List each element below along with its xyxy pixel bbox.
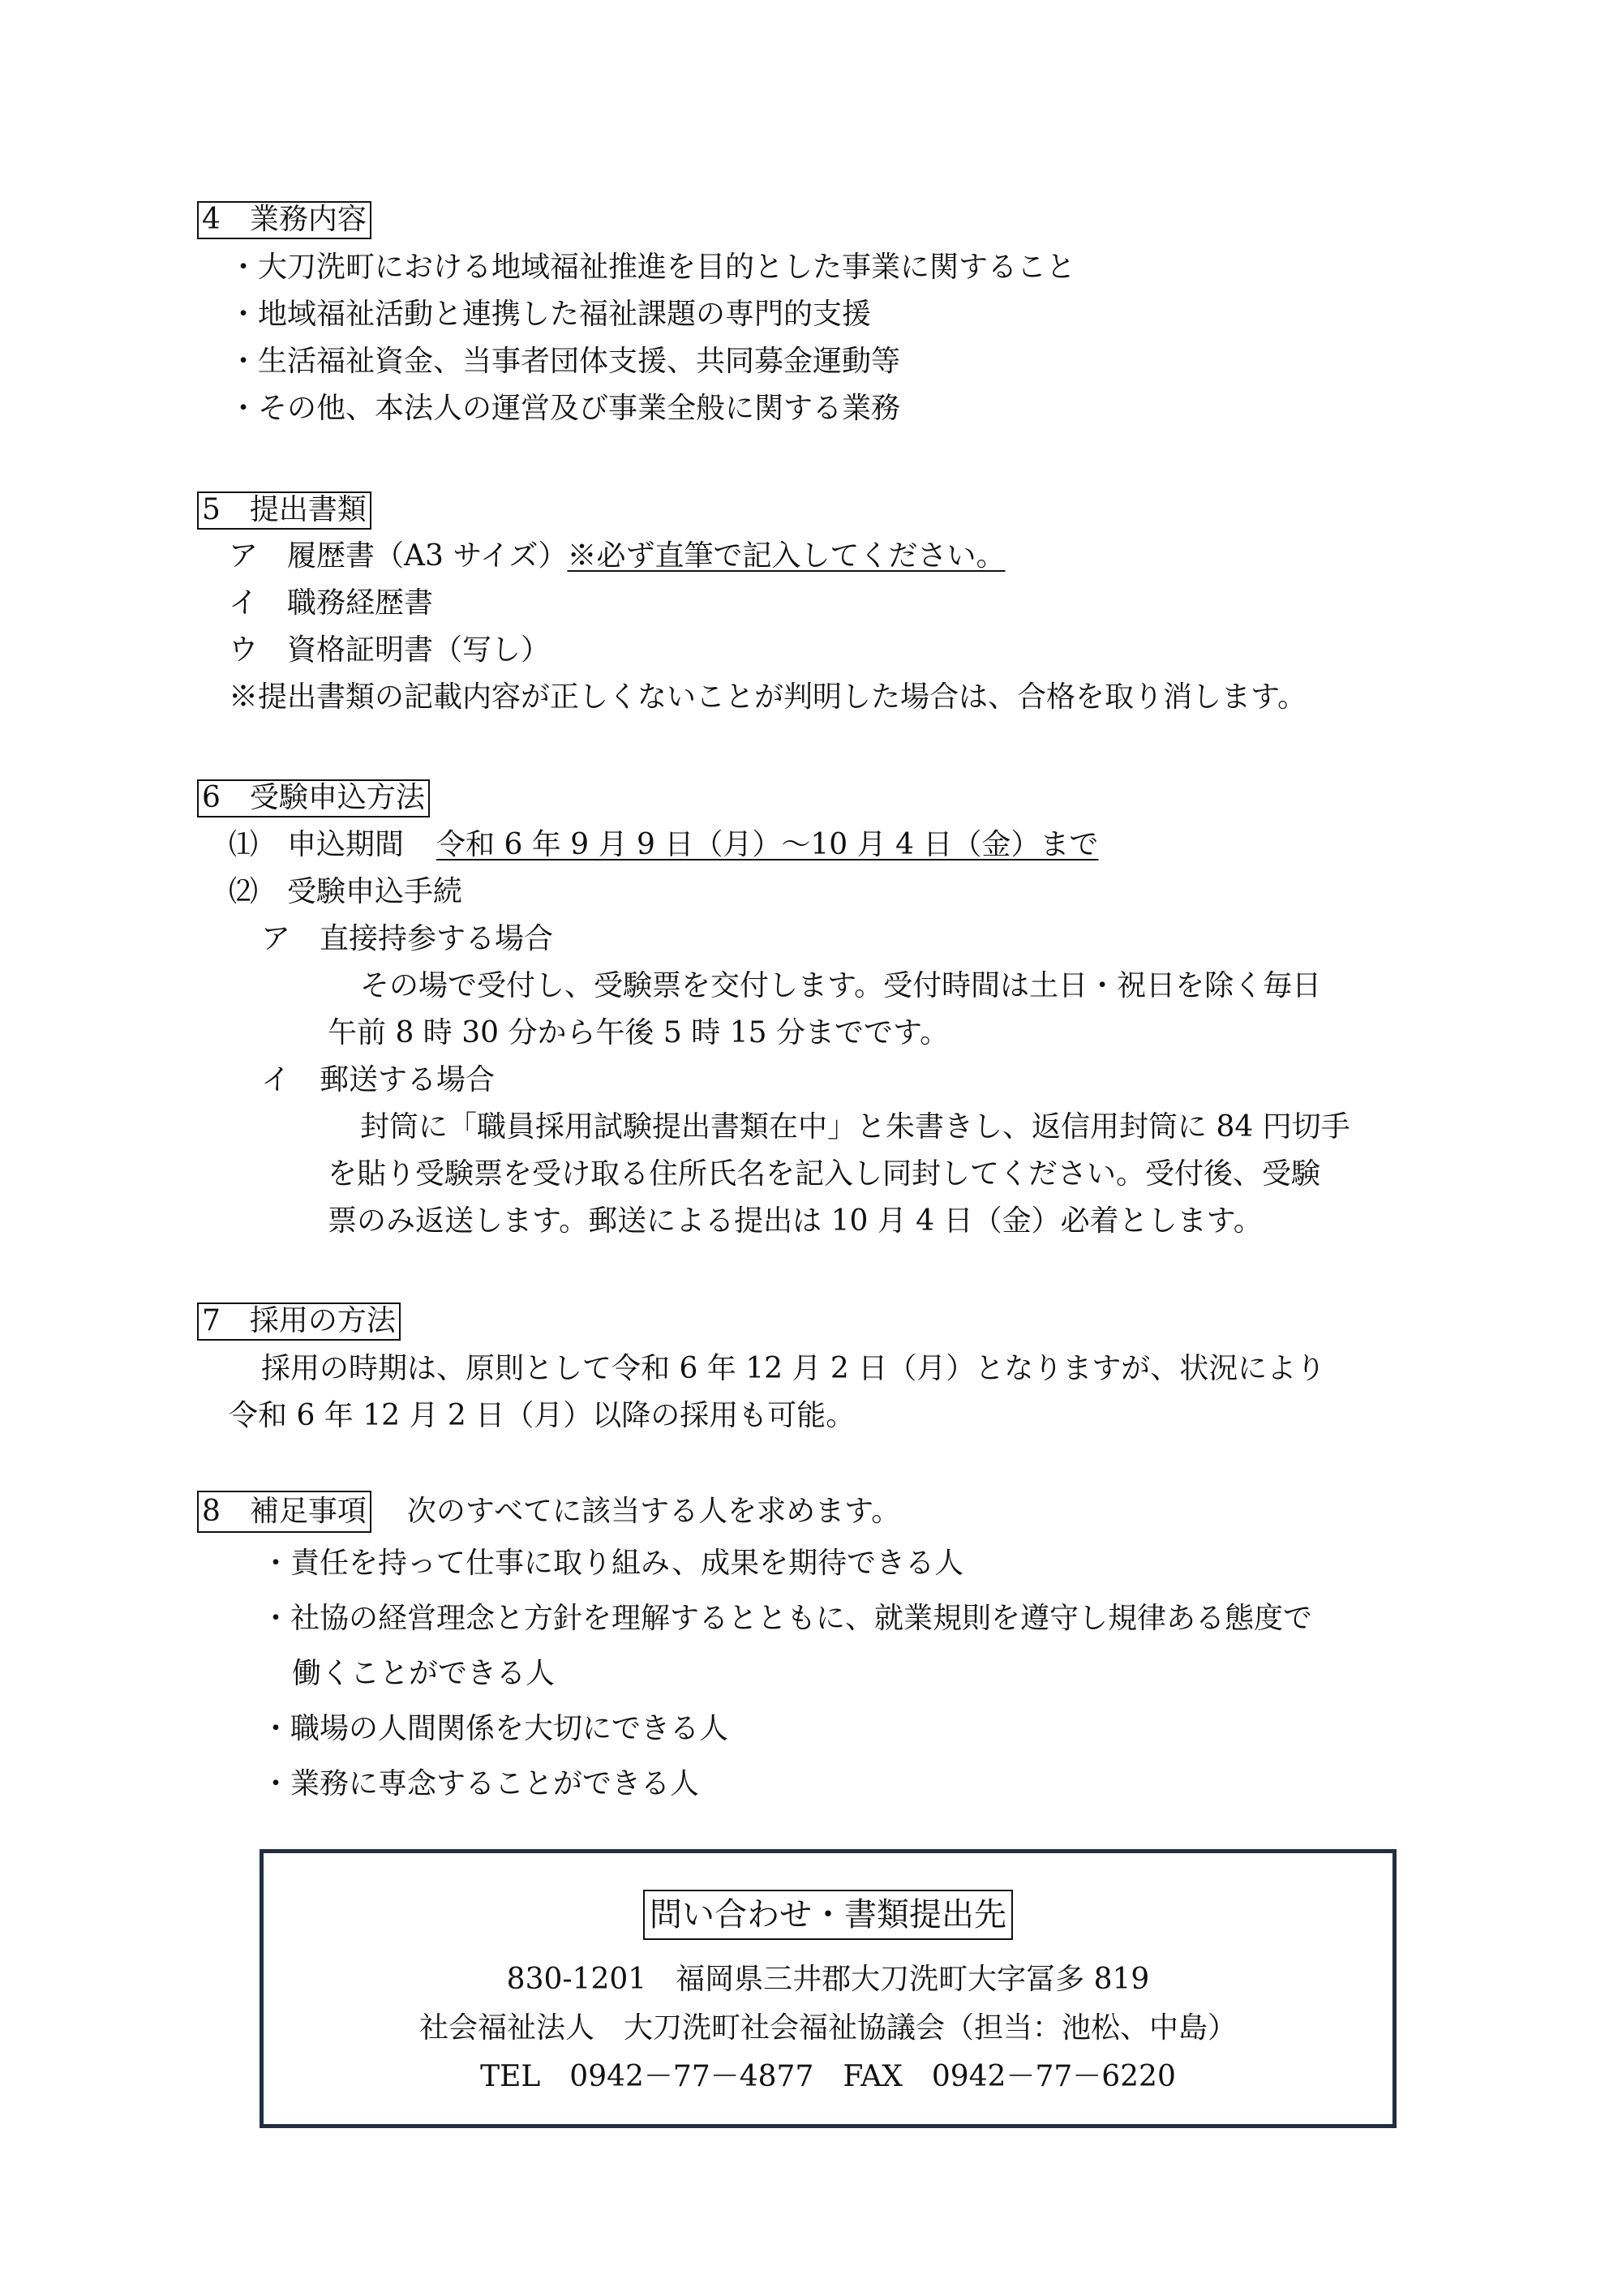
handwriting-note: ※必ず直筆で記入してください。: [567, 539, 1006, 573]
list-item: ・責任を持って仕事に取り組み、成果を期待できる人: [261, 1547, 964, 1580]
application-period: [229, 830, 1098, 860]
section-8-heading: 8 補足事項: [197, 1491, 371, 1533]
list-item: ・生活福祉資金、当事者団体支援、共同募金運動等: [229, 345, 901, 378]
section-7-heading: 7 採用の方法: [197, 1302, 401, 1341]
contact-organization: 社会福祉法人 大刀洗町社会福祉協議会（担当：池松、中島）: [418, 2011, 1237, 2045]
doc-item-u: ウ 資格証明書（写し）: [229, 633, 551, 667]
doc-item-a: [229, 539, 1006, 573]
doc-note: ※提出書類の記載内容が正しくないことが判明した場合は、合格を取り消します。: [229, 680, 1307, 714]
list-item: ・業務に専念することができる人: [261, 1767, 700, 1800]
section-5-heading: 5 提出書類: [197, 491, 371, 530]
section-4-heading: 4 業務内容: [197, 201, 371, 239]
in-person-line: 午前 8 時 30 分から午後 5 時 15 分までです。: [328, 1016, 950, 1049]
mail-title: イ 郵送する場合: [261, 1063, 496, 1097]
application-period-value: 令和 6 年 9 月 9 日（月）～10 月 4 日（金）まで: [436, 828, 1099, 861]
doc-item-a-text: ア 履歴書（A3 サイズ）: [229, 539, 568, 573]
in-person-title: ア 直接持参する場合: [261, 922, 554, 955]
application-period-label: ⑴ 申込期間: [229, 828, 405, 861]
contact-phone-fax: TEL 0942－77－4877 FAX 0942－77－6220: [480, 2060, 1176, 2093]
section-6-heading: 6 受験申込方法: [197, 779, 430, 818]
list-item: ・社協の経営理念と方針を理解するとともに、就業規則を遵守し規律ある態度で: [261, 1602, 1313, 1635]
list-item: 働くことができる人: [292, 1657, 556, 1690]
hiring-method-line: 採用の時期は、原則として令和 6 年 12 月 2 日（月）となりますが、状況により: [261, 1352, 1326, 1385]
contact-title: 問い合わせ・書類提出先: [643, 1890, 1013, 1940]
section-8-intro: 次のすべてに該当する人を求めます。: [406, 1495, 901, 1528]
contact-address: 830-1201 福岡県三井郡大刀洗町大字冨多 819: [506, 1963, 1150, 1996]
in-person-line: その場で受付し、受験票を交付します。受付時間は土日・祝日を除く毎日: [360, 969, 1322, 1002]
list-item: ・その他、本法人の運営及び事業全般に関する業務: [229, 392, 901, 425]
section-8-header: [197, 1497, 900, 1526]
contact-box: [260, 1849, 1397, 2128]
doc-item-i: イ 職務経歴書: [229, 586, 434, 620]
list-item: ・職場の人間関係を大切にできる人: [261, 1712, 729, 1745]
mail-line: 封筒に「職員採用試験提出書類在中」と朱書きし、返信用封筒に 84 円切手: [360, 1110, 1350, 1144]
list-item: ・大刀洗町における地域福祉推進を目的とした事業に関すること: [229, 251, 1076, 284]
hiring-method-line: 令和 6 年 12 月 2 日（月）以降の採用も可能。: [229, 1399, 856, 1432]
mail-line: 票のみ返送します。郵送による提出は 10 月 4 日（金）必着とします。: [328, 1204, 1263, 1238]
mail-line: を貼り受験票を受け取る住所氏名を記入し同封してください。受付後、受験: [328, 1157, 1321, 1191]
application-procedure-label: ⑵ 受験申込手続: [229, 875, 463, 908]
list-item: ・地域福祉活動と連携した福祉課題の専門的支援: [229, 298, 872, 331]
